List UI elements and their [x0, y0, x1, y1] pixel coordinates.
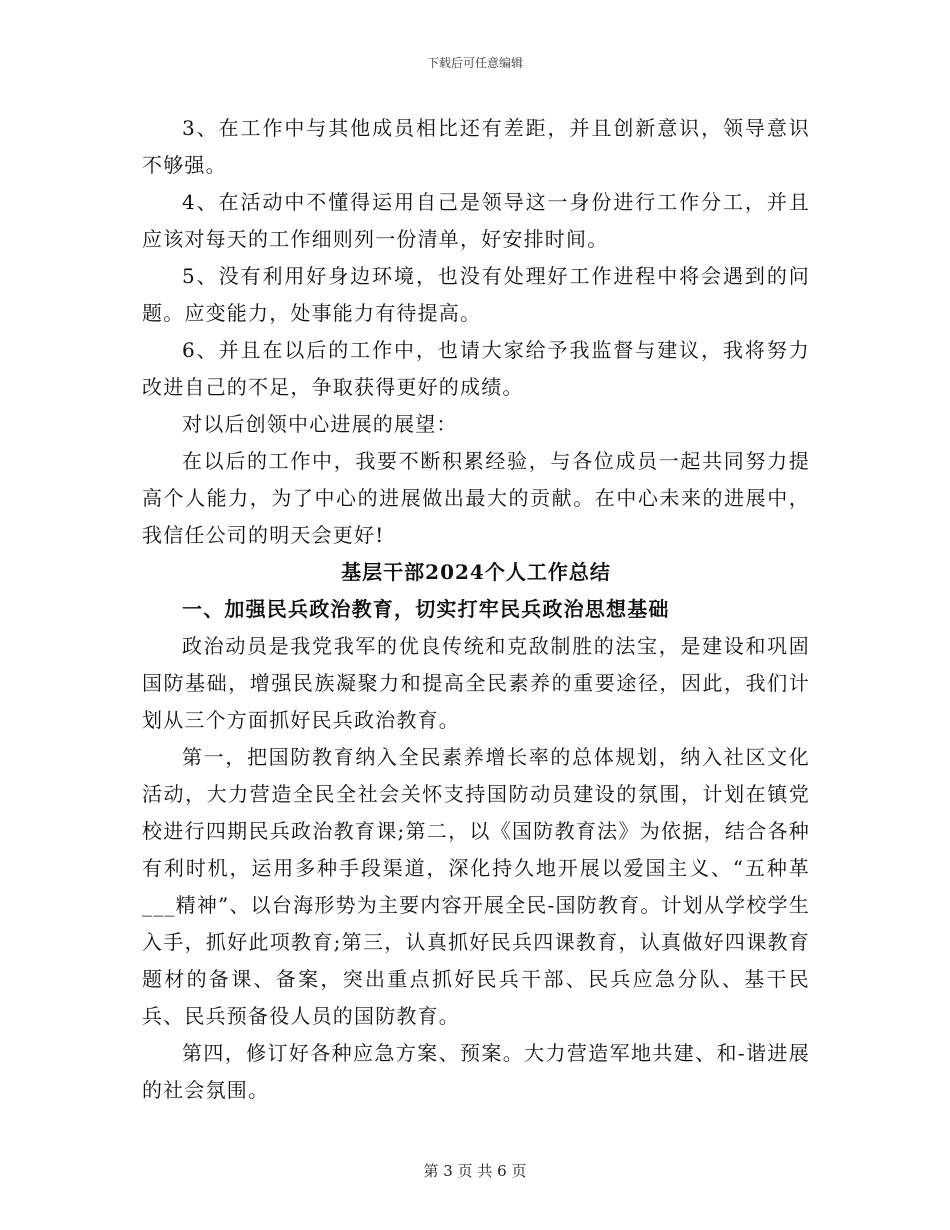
paragraph-outlook-lead: 对以后创领中心进展的展望： [182, 412, 458, 436]
paragraph-plan-details: 第一，把国防教育纳入全民素养增长率的总体规划，纳入社区文化活动，大力营造全民全社会关怀支持国防动员建设的氛围，计划在镇党校进行四期民兵政治教育课;第二，以《国防教育法》为依据，结合各种有利时机，运用多种手段渠道，深化持久地开展以爱国主义、“五种革___精神”、以台海形势为主要内容开展全民-国防教育。计划从学校学生入手，抓好此项教育;第三，认真抓好民兵四课教育，认真做好四课教育题材的备课、备案，突出重点抓好民兵干部、民兵应急分队、基干民兵、民兵预备役人员的国防教育。 [142, 745, 810, 1028]
document-body [142, 110, 810, 1109]
paragraph-item-3: 3、在工作中与其他成员相比还有差距，并且创新意识，领导意识不够强。 [142, 116, 810, 177]
page-indicator: 第 3 页 共 6 页 [423, 1162, 527, 1180]
section-heading-1: 一、加强民兵政治教育，切实打牢民兵政治思想基础 [182, 597, 670, 621]
paragraph-item-4: 4、在活动中不懂得运用自己是领导这一身份进行工作分工，并且应该对每天的工作细则列一份清单，好安排时间。 [142, 190, 810, 251]
paragraph-fourth-item: 第四，修订好各种应急方案、预案。大力营造军地共建、和-谐进展的社会氛围。 [142, 1041, 810, 1102]
paragraph-political-mobilization: 政治动员是我党我军的优良传统和克敌制胜的法宝，是建设和巩固国防基础，增强民族凝聚力和提高全民素养的重要途径，因此，我们计划从三个方面抓好民兵政治教育。 [142, 634, 810, 732]
paragraph-item-6: 6、并且在以后的工作中，也请大家给予我监督与建议，我将努力改进自己的不足，争取获得更好的成绩。 [142, 338, 810, 399]
paragraph-item-5: 5、没有利用好身边环境，也没有处理好工作进程中将会遇到的问题。应变能力，处事能力有待提高。 [142, 264, 810, 325]
paragraph-outlook: 在以后的工作中，我要不断积累经验，与各位成员一起共同努力提高个人能力，为了中心的进展做出最大的贡献。在中心未来的进展中，我信任公司的明天会更好! [142, 449, 810, 547]
header-note: 下载后可任意编辑 [426, 56, 523, 70]
document-title: 基层干部2024个人工作总结 [341, 560, 611, 584]
